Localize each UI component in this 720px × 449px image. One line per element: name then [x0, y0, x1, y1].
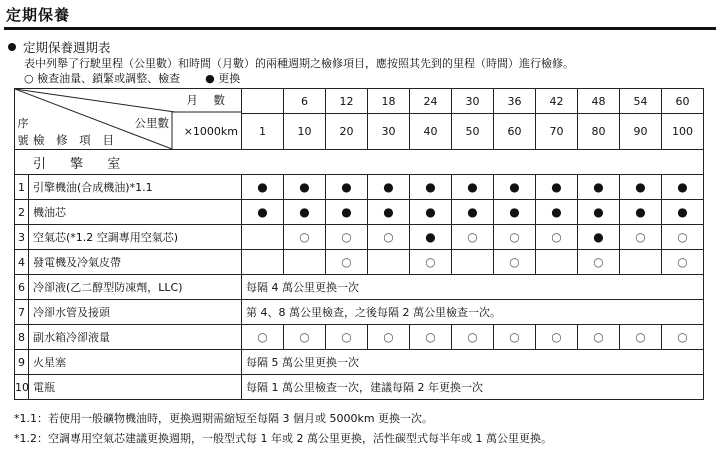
empty-cell — [452, 250, 494, 275]
month-header-cell: 30 — [452, 89, 494, 114]
item-name: 發電機及冷氣皮帶 — [29, 250, 242, 275]
section-heading — [8, 38, 111, 56]
km-header-cell: 70 — [536, 114, 578, 150]
item-name: 副水箱冷卻液量 — [29, 325, 242, 350]
empty-cell — [620, 250, 662, 275]
month-header-cell: 42 — [536, 89, 578, 114]
replace-mark-icon: ● — [410, 200, 452, 225]
inspect-mark-icon: ○ — [326, 250, 368, 275]
replace-mark-icon: ● — [452, 175, 494, 200]
replace-symbol-icon: ● — [205, 72, 215, 85]
replace-mark-icon: ● — [620, 175, 662, 200]
table-row — [15, 375, 704, 400]
km-header-cell: 50 — [452, 114, 494, 150]
interval-note: 每隔 4 萬公里更換一次 — [242, 275, 704, 300]
empty-cell — [242, 225, 284, 250]
section-heading-text: 定期保養週期表 — [23, 40, 111, 55]
empty-cell — [242, 250, 284, 275]
table-row — [15, 225, 704, 250]
replace-mark-icon: ● — [536, 200, 578, 225]
km-header-cell: 80 — [578, 114, 620, 150]
inspect-legend-label: 檢查油量、鎖緊或調整、檢查 — [37, 72, 181, 85]
month-header-cell: 6 — [284, 89, 326, 114]
replace-mark-icon: ● — [578, 175, 620, 200]
maintenance-schedule-table — [14, 88, 704, 400]
replace-mark-icon: ● — [284, 175, 326, 200]
replace-mark-icon: ● — [242, 200, 284, 225]
item-name: 機油芯 — [29, 200, 242, 225]
month-header-cell: 60 — [662, 89, 704, 114]
table-row — [15, 300, 704, 325]
interval-note: 第 4、8 萬公里檢查，之後每隔 2 萬公里檢查一次。 — [242, 300, 704, 325]
replace-mark-icon: ● — [662, 200, 704, 225]
page-title: 定期保養 — [6, 6, 71, 24]
km-header-cell: 60 — [494, 114, 536, 150]
replace-mark-icon: ● — [326, 175, 368, 200]
table-row — [15, 250, 704, 275]
inspect-mark-icon: ○ — [284, 225, 326, 250]
interval-note: 每隔 5 萬公里更換一次 — [242, 350, 704, 375]
km-header-cell: 40 — [410, 114, 452, 150]
month-header-cell: 54 — [620, 89, 662, 114]
row-number: 8 — [15, 325, 29, 350]
inspect-mark-icon: ○ — [662, 325, 704, 350]
replace-mark-icon: ● — [578, 225, 620, 250]
replace-mark-icon: ● — [242, 175, 284, 200]
km-header-cell: 1 — [242, 114, 284, 150]
replace-mark-icon: ● — [452, 200, 494, 225]
item-name: 電瓶 — [29, 375, 242, 400]
row-number: 10 — [15, 375, 29, 400]
inspect-mark-icon: ○ — [326, 225, 368, 250]
footnote-1: *1.1：若使用一般礦物機油時，更換週期需縮短至每隔 3 個月或 5000km 更換一次。 — [14, 412, 434, 425]
bullet-icon — [8, 43, 16, 51]
inspect-mark-icon: ○ — [368, 225, 410, 250]
months-header-label: 月 數 — [186, 93, 232, 107]
replace-mark-icon: ● — [494, 175, 536, 200]
legend — [24, 70, 240, 86]
table-corner-header — [15, 89, 242, 150]
row-number: 9 — [15, 350, 29, 375]
km-header-cell: 90 — [620, 114, 662, 150]
title-rule — [4, 27, 716, 30]
replace-mark-icon: ● — [410, 175, 452, 200]
inspect-mark-icon: ○ — [494, 225, 536, 250]
empty-cell — [368, 250, 410, 275]
month-header-cell: 24 — [410, 89, 452, 114]
km-header-label: 公里數 — [134, 116, 170, 130]
month-header-cell — [242, 89, 284, 114]
section-row-engine-room — [15, 150, 704, 175]
inspect-mark-icon: ○ — [578, 325, 620, 350]
inspect-mark-icon: ○ — [242, 325, 284, 350]
interval-note: 每隔 1 萬公里檢查一次，建議每隔 2 年更換一次 — [242, 375, 704, 400]
table-row — [15, 175, 704, 200]
inspect-mark-icon: ○ — [620, 325, 662, 350]
empty-cell — [284, 250, 326, 275]
replace-mark-icon: ● — [326, 200, 368, 225]
replace-mark-icon: ● — [536, 175, 578, 200]
month-header-cell: 12 — [326, 89, 368, 114]
inspect-mark-icon: ○ — [452, 325, 494, 350]
replace-mark-icon: ● — [494, 200, 536, 225]
table-row — [15, 350, 704, 375]
inspect-mark-icon: ○ — [662, 225, 704, 250]
item-name: 冷卻水管及接頭 — [29, 300, 242, 325]
table-row — [15, 325, 704, 350]
unit-header-label: ×1000km — [183, 125, 239, 138]
inspect-mark-icon: ○ — [452, 225, 494, 250]
item-header-label: 檢 修 項 目 — [33, 133, 118, 147]
inspect-mark-icon: ○ — [494, 250, 536, 275]
replace-mark-icon: ● — [578, 200, 620, 225]
row-number: 4 — [15, 250, 29, 275]
empty-cell — [536, 250, 578, 275]
row-number: 1 — [15, 175, 29, 200]
km-header-cell: 20 — [326, 114, 368, 150]
row-number: 2 — [15, 200, 29, 225]
inspect-mark-icon: ○ — [536, 325, 578, 350]
month-header-cell: 36 — [494, 89, 536, 114]
inspect-mark-icon: ○ — [662, 250, 704, 275]
replace-legend-label: 更換 — [218, 72, 241, 85]
replace-mark-icon: ● — [410, 225, 452, 250]
inspect-mark-icon: ○ — [620, 225, 662, 250]
km-header-cell: 10 — [284, 114, 326, 150]
inspect-mark-icon: ○ — [536, 225, 578, 250]
inspect-mark-icon: ○ — [410, 250, 452, 275]
replace-mark-icon: ● — [368, 200, 410, 225]
inspect-mark-icon: ○ — [326, 325, 368, 350]
replace-mark-icon: ● — [620, 200, 662, 225]
schedule-description: 表中列舉了行駛里程（公里數）和時間（月數）的兩種週期之檢修項目，應按照其先到的里程（時間）進行檢修。 — [24, 57, 574, 70]
header-row-months — [15, 89, 704, 114]
inspect-mark-icon: ○ — [410, 325, 452, 350]
item-name: 冷卻液(乙二醇型防凍劑，LLC) — [29, 275, 242, 300]
replace-mark-icon: ● — [284, 200, 326, 225]
replace-mark-icon: ● — [368, 175, 410, 200]
footnote-2: *1.2：空調專用空氣芯建議更換週期，一般型式每 1 年或 2 萬公里更換，活性碳型式每半年或 1 萬公里更換。 — [14, 432, 552, 445]
row-number: 6 — [15, 275, 29, 300]
inspect-symbol-icon: ○ — [24, 72, 34, 85]
month-header-cell: 48 — [578, 89, 620, 114]
km-header-cell: 100 — [662, 114, 704, 150]
item-name: 空氣芯(*1.2 空調專用空氣芯) — [29, 225, 242, 250]
inspect-mark-icon: ○ — [494, 325, 536, 350]
item-name: 引擎機油(合成機油)*1.1 — [29, 175, 242, 200]
inspect-mark-icon: ○ — [368, 325, 410, 350]
item-name: 火星塞 — [29, 350, 242, 375]
month-header-cell: 18 — [368, 89, 410, 114]
inspect-mark-icon: ○ — [284, 325, 326, 350]
replace-mark-icon: ● — [662, 175, 704, 200]
row-number: 7 — [15, 300, 29, 325]
table-row — [15, 275, 704, 300]
sequence-header-label: 序號 — [17, 117, 29, 147]
table-row — [15, 200, 704, 225]
row-number: 3 — [15, 225, 29, 250]
inspect-mark-icon: ○ — [578, 250, 620, 275]
km-header-cell: 30 — [368, 114, 410, 150]
section-engine-room: 引 擎 室 — [15, 150, 704, 175]
